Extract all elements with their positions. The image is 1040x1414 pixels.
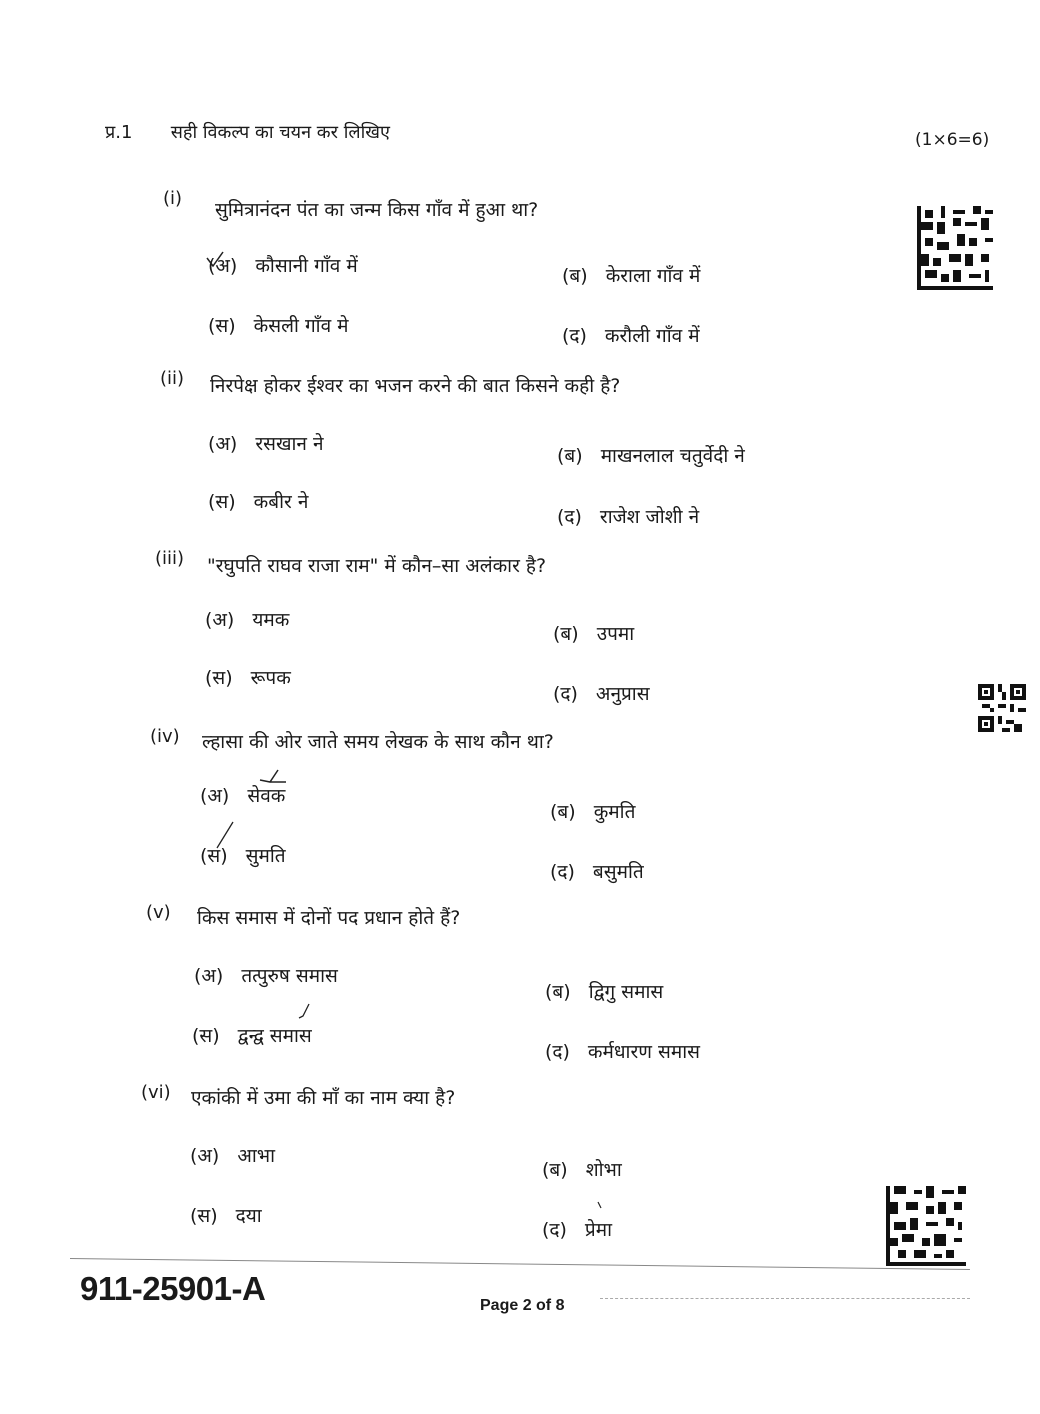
option-a: [194, 962, 338, 988]
option-b: [550, 798, 635, 824]
option-text: बसुमति: [592, 861, 644, 883]
option-text: कौसानी गाँव में: [255, 255, 358, 277]
option-label: (द): [562, 325, 587, 347]
option-a: [200, 782, 285, 808]
option-a: [208, 252, 358, 278]
option-text: सेवक: [247, 785, 286, 807]
option-label: (द): [550, 861, 575, 883]
option-a: [205, 606, 289, 632]
handwritten-tick-icon: [297, 1002, 311, 1020]
qr-code-icon: [978, 684, 1026, 732]
option-text: यमक: [252, 609, 290, 631]
option-label: (अ): [190, 1145, 220, 1167]
page-number: Page 2 of 8: [480, 1297, 565, 1314]
question-header: [105, 120, 390, 144]
option-label: (स): [190, 1205, 218, 1227]
question-text: सुमित्रानंदन पंत का जन्म किस गाँव में हुआ था?: [215, 199, 539, 221]
option-text: आभा: [237, 1145, 276, 1167]
option-label: (स): [192, 1025, 220, 1047]
option-text: द्विगु समास: [588, 981, 664, 1003]
option-c: [205, 664, 291, 690]
option-text: सुमति: [245, 845, 286, 867]
option-text: केसली गाँव मे: [253, 315, 349, 337]
option-label: (अ): [194, 965, 224, 987]
option-b: [557, 442, 745, 468]
option-label: (स): [205, 667, 233, 689]
marks-label: (1×6=6): [915, 130, 990, 150]
option-label: (अ): [208, 255, 238, 277]
option-label: (ब): [545, 981, 571, 1003]
option-a: [190, 1142, 275, 1168]
option-d: [550, 858, 644, 884]
option-text: कबीर ने: [253, 491, 309, 513]
question-num: (i): [163, 188, 183, 209]
question-num: (iv): [150, 726, 180, 747]
option-c: [208, 312, 349, 338]
option-text: रसखान ने: [255, 433, 324, 455]
option-text: प्रेमा: [584, 1219, 613, 1241]
option-c: [208, 488, 308, 514]
option-label: (ब): [550, 801, 576, 823]
paper-code: 911-25901-A: [80, 1270, 266, 1307]
option-label: (अ): [205, 609, 235, 631]
option-b: [542, 1156, 622, 1182]
option-label: (द): [545, 1041, 570, 1063]
option-d: [562, 322, 700, 348]
option-label: (स): [208, 315, 236, 337]
option-text: रूपक: [250, 667, 291, 689]
datamatrix-icon: [917, 206, 993, 290]
option-c: [200, 842, 286, 868]
question-num: (vi): [141, 1082, 171, 1103]
option-text: अनुप्रास: [595, 683, 650, 705]
option-b: [553, 620, 634, 646]
handwritten-tick-icon: [258, 768, 288, 784]
option-b: [545, 978, 663, 1004]
option-c: [190, 1202, 262, 1228]
option-label: (ब): [542, 1159, 568, 1181]
option-c: [192, 1022, 312, 1048]
option-d: [553, 680, 650, 706]
option-text: करौली गाँव में: [604, 325, 700, 347]
option-label: (द): [542, 1219, 567, 1241]
option-label: (अ): [208, 433, 238, 455]
option-text: कर्मधारण समास: [587, 1041, 701, 1063]
question-text: एकांकी में उमा की माँ का नाम क्या है?: [191, 1087, 456, 1109]
option-text: उपमा: [596, 623, 635, 645]
option-text: केराला गाँव में: [605, 265, 701, 287]
datamatrix-icon: [886, 1186, 966, 1266]
option-label: (द): [557, 506, 582, 528]
option-b: [562, 262, 700, 288]
question-text: ल्हासा की ओर जाते समय लेखक के साथ कौन था?: [202, 731, 554, 753]
option-label: (स): [200, 845, 228, 867]
question-text: "रघुपति राघव राजा राम" में कौन–सा अलंकार है?: [207, 555, 547, 577]
question-num: (ii): [160, 368, 185, 389]
option-text: शोभा: [585, 1159, 622, 1181]
option-d: [542, 1216, 612, 1242]
question-num: (v): [146, 902, 171, 923]
footer-rule: [70, 1258, 970, 1270]
question-num: (iii): [155, 548, 185, 569]
option-text: कुमति: [593, 801, 636, 823]
question-number: प्र.1: [105, 122, 133, 143]
option-text: द्वन्द्व समास: [237, 1025, 312, 1047]
option-text: दया: [235, 1205, 262, 1227]
option-label: (ब): [553, 623, 579, 645]
question-text: निरपेक्ष होकर ईश्वर का भजन करने की बात किसने कही है?: [210, 375, 621, 397]
footer-rule-dashed: [600, 1298, 970, 1299]
option-label: (द): [553, 683, 578, 705]
option-d: [545, 1038, 700, 1064]
option-label: (ब): [562, 265, 588, 287]
option-d: [557, 503, 699, 529]
option-text: माखनलाल चतुर्वेदी ने: [600, 445, 745, 467]
option-label: (ब): [557, 445, 583, 467]
question-instruction: सही विकल्प का चयन कर लिखिए: [170, 122, 390, 143]
option-label: (स): [208, 491, 236, 513]
option-text: राजेश जोशी ने: [599, 506, 700, 528]
option-label: (अ): [200, 785, 230, 807]
option-text: तत्पुरुष समास: [241, 965, 338, 987]
handwritten-tick-icon: [205, 250, 225, 270]
option-a: [208, 430, 324, 456]
handwritten-tick-icon: [215, 820, 235, 850]
question-text: किस समास में दोनों पद प्रधान होते हैं?: [197, 907, 461, 929]
handwritten-tick-icon: [596, 1200, 606, 1210]
